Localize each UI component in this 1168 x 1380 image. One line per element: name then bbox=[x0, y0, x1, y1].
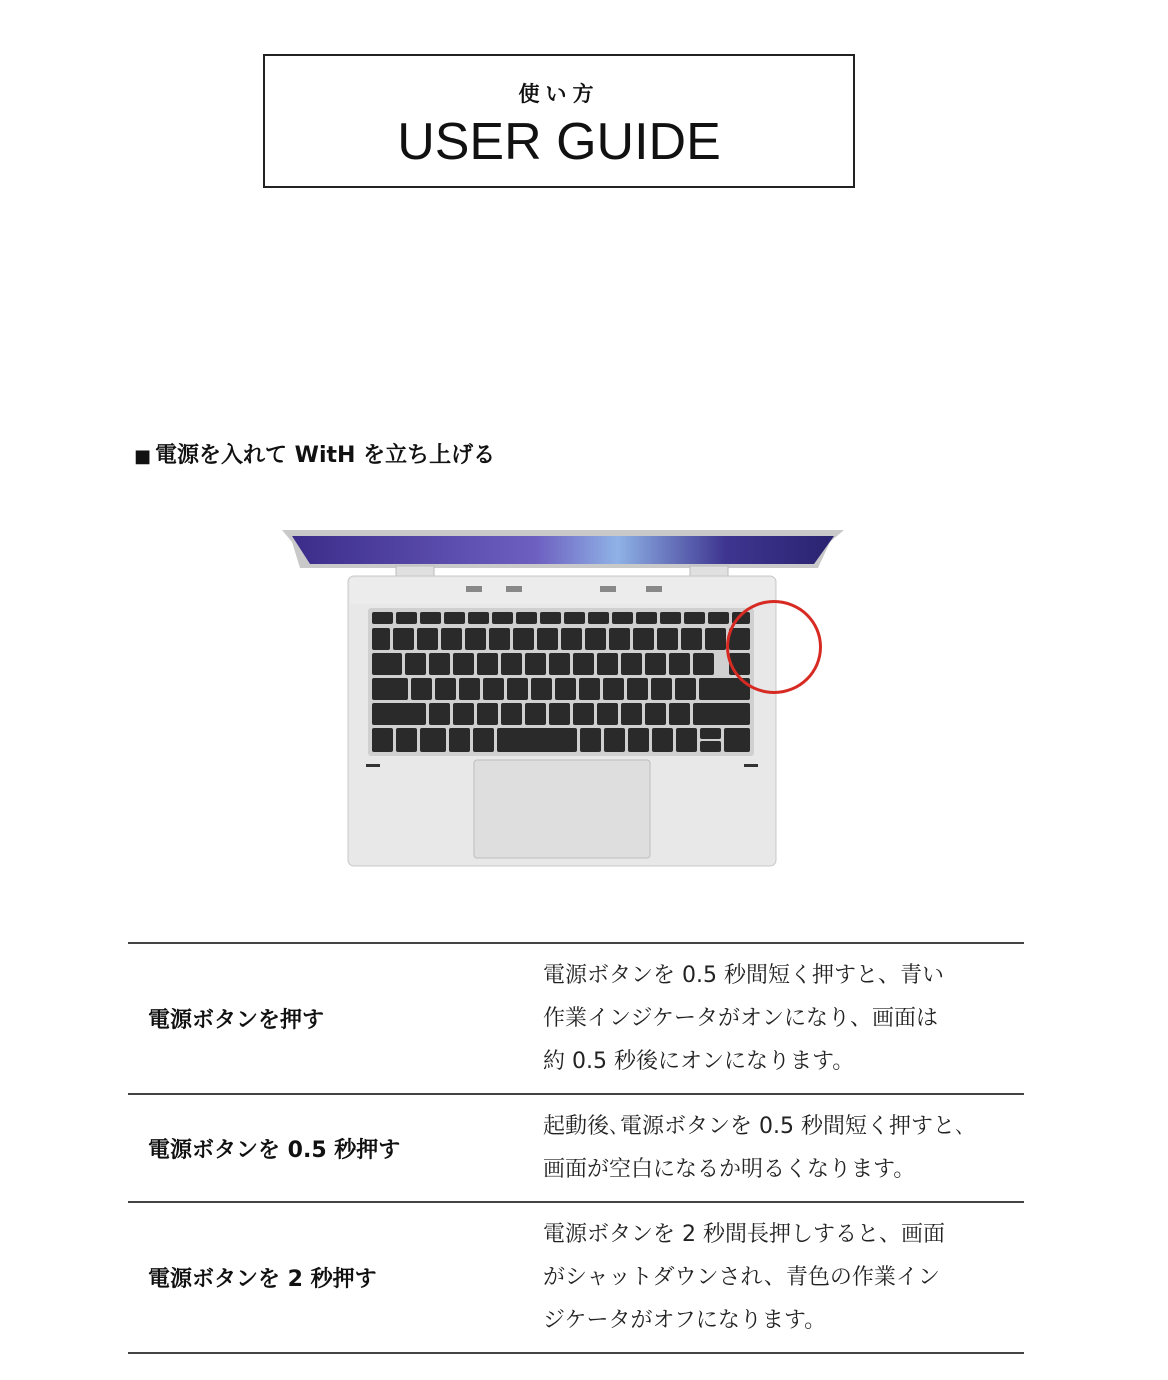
description-line: ジケータがオフになります。 bbox=[543, 1308, 827, 1333]
action-description bbox=[519, 1094, 1024, 1202]
action-description bbox=[519, 943, 1024, 1094]
square-bullet-icon: ■ bbox=[134, 446, 152, 467]
action-label: 電源ボタンを押す bbox=[148, 1008, 325, 1033]
section-heading bbox=[134, 438, 495, 469]
laptop-icon bbox=[270, 520, 860, 870]
section-heading-text: 電源を入れて WitH を立ち上げる bbox=[155, 443, 496, 468]
description-line: 起動後､電源ボタンを 0.5 秒間短く押すと､ bbox=[543, 1114, 966, 1139]
action-description bbox=[519, 1202, 1024, 1353]
description-line: がシャットダウンされ、青色の作業イン bbox=[543, 1265, 940, 1290]
table-row bbox=[128, 943, 1024, 1094]
power-button-table bbox=[128, 942, 1024, 1354]
power-button-highlight bbox=[726, 600, 822, 694]
table-row bbox=[128, 1094, 1024, 1202]
description-line: 電源ボタンを 0.5 秒間短く押すと、青い bbox=[543, 963, 944, 988]
description-line: 約 0.5 秒後にオンになります。 bbox=[543, 1049, 855, 1074]
description-line: 画面が空白になるか明るくなります。 bbox=[543, 1157, 916, 1182]
action-label: 電源ボタンを 0.5 秒押す bbox=[148, 1137, 401, 1163]
description-line: 作業インジケータがオンになり、画面は bbox=[543, 1006, 939, 1031]
title-japanese: 使い方 bbox=[518, 82, 600, 106]
title-english: USER GUIDE bbox=[397, 113, 721, 171]
action-label: 電源ボタンを 2 秒押す bbox=[148, 1267, 377, 1292]
description-line: 電源ボタンを 2 秒間長押しすると、画面 bbox=[543, 1222, 945, 1247]
title-box bbox=[263, 54, 855, 188]
table-row bbox=[128, 1202, 1024, 1353]
